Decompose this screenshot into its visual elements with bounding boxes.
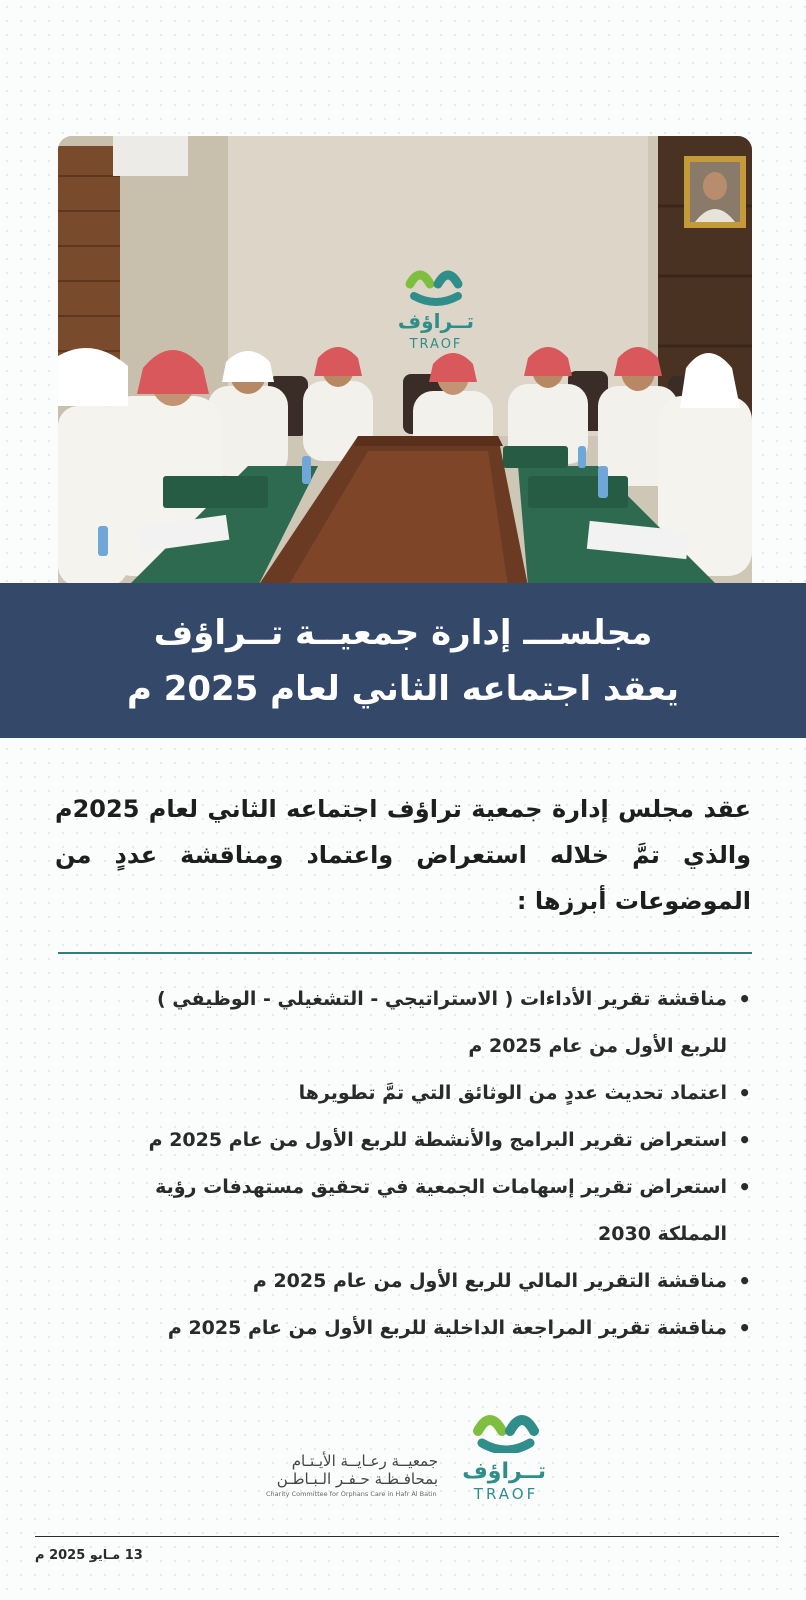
list-item	[95, 1305, 755, 1352]
bullet-icon: •	[738, 1316, 751, 1340]
list-item	[95, 1164, 755, 1258]
footer-date: 13 مـايو 2025 م	[35, 1548, 143, 1563]
list-item-line-1: مناقشة تقرير المراجعة الداخلية للربع الأول من عام 2025 م	[167, 1317, 727, 1339]
wall-logo-ar: تــراؤف	[397, 309, 475, 333]
bullet-icon: •	[738, 1081, 751, 1105]
list-item	[95, 1258, 755, 1305]
list-item	[95, 976, 755, 1070]
traof-logo-mark-icon	[466, 1405, 546, 1453]
wall-logo-en: TRAOF	[409, 337, 463, 352]
traof-logo-en: TRAOF	[473, 1485, 539, 1503]
list-item-line-2: المملكة 2030	[598, 1223, 727, 1245]
title-line-1: مجلســـ إدارة جمعيــة تــراؤف	[153, 612, 653, 653]
list-item	[95, 1070, 755, 1117]
list-item-line-1: مناقشة تقرير الأداءات ( الاستراتيجي - التشغيلي - الوظيفي )	[157, 988, 727, 1010]
charity-name-line-2: بمحافـظـة حـفـر الـبـاطـن	[276, 1470, 438, 1488]
meeting-photo-illustration	[58, 136, 752, 586]
intro-paragraph: عقد مجلس إدارة جمعية تراؤف اجتماعه الثاني لعام 2025م والذي تمَّ خلاله استعراض واعتماد ومناقشة عددٍ من الموضوعات أبرزها :	[55, 795, 751, 915]
bullet-icon: •	[738, 1175, 751, 1199]
list-item-line-2: للربع الأول من عام 2025 م	[468, 1035, 727, 1057]
separator-line	[58, 952, 752, 954]
meeting-photo	[58, 136, 752, 586]
list-item-line-1: اعتماد تحديث عددٍ من الوثائق التي تمَّ تطويرها	[298, 1082, 727, 1104]
traof-logo-ar: تــراؤف	[462, 1459, 546, 1484]
charity-name-line-1: جمعيــة رعـايــة الأيـتـام	[291, 1452, 438, 1470]
bullet-icon: •	[738, 1269, 751, 1293]
list-item-line-1: مناقشة التقرير المالي للربع الأول من عام 2025 م	[252, 1270, 727, 1292]
bullet-icon: •	[738, 1128, 751, 1152]
charity-logo	[266, 1452, 438, 1512]
title-band	[0, 583, 806, 738]
list-item-line-1: استعراض تقرير البرامج والأنشطة للربع الأول من عام 2025 م	[148, 1129, 727, 1151]
topics-list	[95, 976, 755, 1352]
title-line-2: يعقد اجتماعه الثاني لعام 2025 م	[126, 668, 680, 709]
traof-logo	[462, 1405, 546, 1510]
list-item	[95, 1117, 755, 1164]
bullet-icon: •	[738, 987, 751, 1011]
charity-name-en: Charity Committee for Orphans Care in Hafr Al Batin	[266, 1490, 437, 1498]
footer-divider	[35, 1536, 779, 1537]
list-item-line-1: استعراض تقرير إسهامات الجمعية في تحقيق مستهدفات رؤية	[155, 1176, 727, 1198]
